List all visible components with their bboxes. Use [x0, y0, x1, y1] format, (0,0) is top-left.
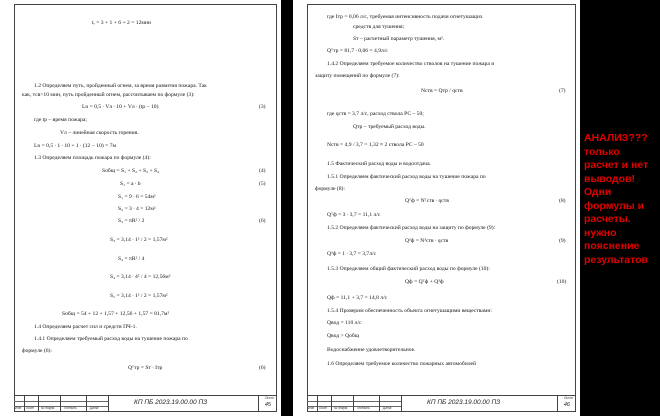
- review-note-line: только: [584, 145, 620, 158]
- text-line: как, тсв>10 мин, путь пройденный огнем, рассчитываем по формуле (3):: [22, 92, 195, 98]
- formula-5: S₁ = a ∙ b: [120, 181, 141, 187]
- stamp-cell: № докум.: [41, 406, 56, 410]
- document-page-right: [293, 0, 580, 416]
- formula-nstv-result: Nств = 4,9 / 3,7 = 1,32 ≈ 2 ствола РС – 50: [327, 142, 424, 148]
- section-1-5-1: 1.5.1 Определяем фактический расход воды на тушение пожара по: [327, 174, 486, 180]
- review-note-line: нужно: [584, 226, 617, 239]
- stamp-cell: Подпись: [64, 406, 77, 410]
- formula-s2: S₂ = 3 ∙ 4 = 12м²: [118, 206, 156, 212]
- where-vl: Vл – линейная скорость горения.: [60, 130, 139, 136]
- eq-number: (8): [559, 198, 566, 204]
- section-1-5: 1.5 Фактический расход воды и водоотдача.: [327, 161, 431, 167]
- review-note-line: пояснение: [584, 240, 640, 252]
- section-1-4-2: 1.4.2 Определяем требуемое количество стволов на тушение пожара и: [327, 61, 495, 67]
- review-note-line: результатов: [584, 253, 648, 266]
- formula-8: Qᵀф = Nᵀств ∙ qств: [405, 198, 449, 204]
- formula-total-area: Sобщ = 54 + 12 + 1,57 + 12,56 + 1,57 = 81,7м²: [62, 311, 170, 317]
- stamp-cell: № докум.: [334, 406, 349, 410]
- review-note-line: расчеты.: [584, 213, 631, 225]
- eq-number: (10): [557, 279, 567, 285]
- review-note-line: расчет и нет: [584, 159, 649, 171]
- section-1-5-4: 1.5.4 Проверим обеспеченность объекта огнетушащими веществами:: [327, 308, 492, 314]
- eq-number: (5): [259, 181, 266, 187]
- text-line: средств для тушения;: [353, 24, 405, 30]
- formula-ln-result: Ln = 0,5 ∙ 1 ∙ 10 + 1 ∙ (12 − 10) = 7м: [34, 143, 117, 149]
- where-st: Sт – расчетный параметр тушения, м².: [353, 36, 445, 42]
- formula-s4-result: S₄ = 3,14 ∙ 4² / 4 = 12,56м²: [110, 274, 171, 280]
- formula-qtf-result: Qᵀф = 3 ∙ 3,7 = 11,1 л/с: [327, 212, 381, 218]
- stamp-cell: Изм: [15, 406, 21, 410]
- where-tr: где tр – время пожара;: [34, 117, 87, 123]
- section-1-5-3: 1.5.3 Определяем общий фактический расход воды по формуле (10):: [327, 266, 490, 272]
- stamp-cell: Лист: [319, 406, 328, 410]
- section-1-4: 1.4 Определяем расчет сил и средств ПЧ-1.: [34, 324, 137, 330]
- title-block: [307, 395, 576, 412]
- formula-7: Nств = Qтр / qств: [421, 88, 463, 94]
- section-1-2: 1.2 Определяем путь, пройденный огнем, за время развития пожара. Так: [34, 83, 207, 89]
- section-1-6: 1.6 Определяем требуемое количество пожарных автомобилей: [327, 361, 476, 367]
- formula-qtr-result: Qᵀтр = 81,7 ∙ 0,06 = 4,9л/с: [327, 48, 388, 54]
- formula-s1: S₁ = 9 ∙ 6 = 54м²: [118, 194, 156, 200]
- formula-compare: Qвод > Qобщ: [327, 333, 360, 339]
- eq-number: (3): [259, 104, 266, 110]
- eq-number: (6): [259, 218, 266, 224]
- formula-10: Qф = Qᵀф + Q³ф: [405, 279, 444, 285]
- formula-s5-result: S₅ = 3,14 ∙ 1² / 2 = 1,57м²: [110, 293, 168, 299]
- formula-qf-result: Qф = 11,1 + 3,7 = 14,8 л/с: [327, 295, 388, 301]
- review-note-line: формулы и: [584, 199, 645, 212]
- stamp-cell: Лист: [26, 406, 35, 410]
- sheet-number: 46: [563, 402, 570, 408]
- where-qtr: Qтр – требуемый расход воды.: [353, 124, 426, 130]
- text-line: формуле (6):: [22, 348, 52, 354]
- review-note-line: Одни: [584, 186, 612, 198]
- stamp-cell: Дата: [90, 406, 99, 410]
- document-page-left: [0, 0, 281, 416]
- section-1-3: 1.3 Определяем площадь пожара по формуле (4):: [34, 155, 151, 161]
- sheet-label: Лист: [264, 396, 274, 400]
- review-note-line: АНАЛИЗ???: [584, 132, 648, 144]
- formula-9: Q³ф = N³ств ∙ qств: [405, 238, 449, 244]
- formula-tr: tᵣ = 3 + 1 + 6 + 2 = 12мин: [92, 20, 151, 26]
- formula-3: Ln = 0,5 ∙ Vл ∙ 10 + Vл ∙ (tр − 10): [82, 104, 159, 110]
- formula-qzf-result: Q³ф = 1 ∙ 3,7 = 3,7л/с: [327, 251, 377, 257]
- eq-number: (4): [259, 168, 266, 174]
- stamp-cell: Дата: [383, 406, 392, 410]
- title-block: [14, 395, 277, 412]
- review-note: [584, 132, 660, 267]
- text-line: защиту помещений по формуле (7):: [315, 73, 400, 79]
- formula-qvod: Qвод = 110 л/с: [327, 320, 362, 326]
- eq-number: (6): [259, 365, 266, 371]
- conclusion-line: Водоснабжение удовлетворительное.: [327, 347, 416, 353]
- section-1-5-2: 1.5.2 Определяем фактический расход воды на защиту по формуле (9):: [327, 225, 496, 231]
- formula-s4: S₄ = πR² / 4: [118, 256, 145, 262]
- formula-6: Qᵀтр = Sт ∙ Iтр: [128, 365, 163, 371]
- document-code: КП ПБ 2023.19.00.00 ПЗ: [427, 399, 501, 406]
- text-line: формуле (8):: [315, 186, 345, 192]
- eq-number: (9): [559, 238, 566, 244]
- where-qstv: где qств = 3,7 л/с, расход ствола РС – 50;: [327, 111, 424, 117]
- document-code: КП ПБ 2023.19.00.00 ПЗ: [134, 399, 208, 406]
- stamp-cell: Подпись: [357, 406, 370, 410]
- eq-number: (7): [559, 88, 566, 94]
- formula-s3: S₃ = πR² / 2: [118, 218, 145, 224]
- formula-s3-result: S₃ = 3,14 ∙ 1² / 2 = 1,57м²: [110, 237, 168, 243]
- where-itr: где Iтр = 0,06 л/с, требуемая интенсивность подачи огнетушащих: [327, 14, 483, 20]
- sheet-number: 45: [264, 402, 271, 408]
- stamp-cell: Изм: [308, 406, 314, 410]
- section-1-4-1: 1.4.1 Определяем требуемый расход воды на тушение пожара по: [34, 336, 188, 342]
- formula-4: Sобщ = S₁ + S₂ + S₃ + S₄: [102, 168, 160, 174]
- review-note-line: выводов!: [584, 172, 636, 185]
- sheet-label: Лист: [563, 396, 573, 400]
